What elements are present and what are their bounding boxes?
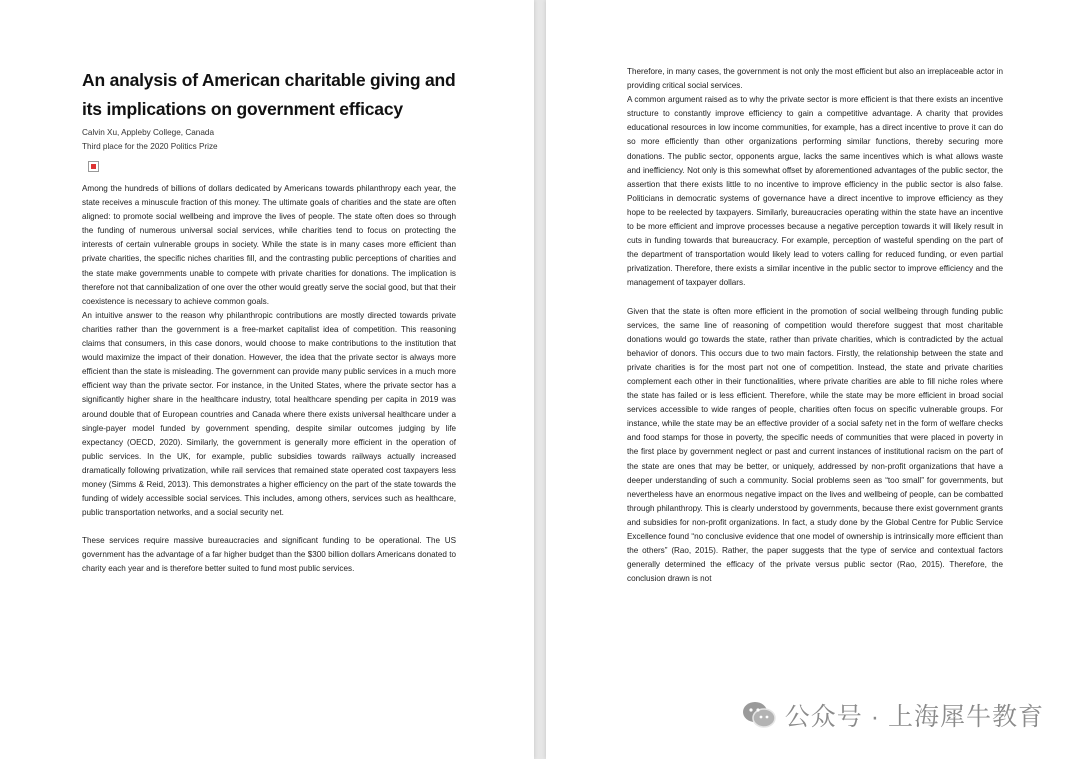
paragraph-gap	[82, 520, 456, 534]
award-line: Third place for the 2020 Politics Prize	[82, 142, 218, 151]
left-page-content	[82, 66, 456, 577]
right-page	[546, 0, 1080, 759]
title-line-1: An analysis of American charitable giving and	[82, 70, 456, 90]
watermark	[741, 697, 1044, 733]
paragraph-irreplaceable: Therefore, in many cases, the government is not only the most efficient but also an irreplaceable actor in providing critical social services.	[627, 67, 1003, 91]
right-page-content	[627, 65, 1003, 586]
watermark-text: 公众号 · 上海犀牛教育	[784, 703, 1044, 731]
paragraph-bureaucracies: These services require massive bureaucracies and significant funding to be operational. The US government has the advantage of a far higher budget than the $300 billion dollars Americans donated to charity each year and is therefore better suited to fund most public services.	[82, 536, 456, 574]
broken-image-icon	[88, 161, 99, 172]
left-page	[0, 0, 534, 759]
paragraph-gap	[627, 291, 1003, 305]
author-line: Calvin Xu, Appleby College, Canada	[82, 128, 214, 137]
title-line-2: its implications on government efficacy	[82, 99, 403, 119]
paragraph-competition: An intuitive answer to the reason why philanthropic contributions are mostly directed towards private charities rather than the government is a free-market capitalist idea of competition. This reasoning claims that consumers, in this case donors, would choose to make contributions to the institution that would maximize the impact of their donation. However, the idea that the private sector is always more efficient than the state is misleading. The government can provide many public services in a much more efficient way than the private sector. For instance, in the United States, where the private sector has a significantly higher share in the healthcare industry, total healthcare spending per capita in 2019 was around double that of European countries and Canada where there exists universal healthcare under a single-payer model funded by government spending, despite similar outcomes judging by life expectancy (OECD, 2020). Similarly, the government is generally more efficient in the operation of public services. In the UK, for example, public subsidies towards railways actually increased dramatically following privatization, while rail services that remained state operated cost taxpayers less money (Simms & Reid, 2013). This demonstrates a higher efficiency on the part of the state towards the funding of widely accessible social services. This includes, among others, services such as healthcare, public transportation networks, and a social security net.	[82, 310, 456, 518]
document-title	[82, 66, 456, 124]
wechat-icon	[741, 700, 777, 730]
paragraph-incentives: A common argument raised as to why the private sector is more efficient is that there exists an incentive structure to constantly improve efficiency to gain a competitive advantage. A charity that provides educational resources in low income communities, for example, has a direct incentive to prove it can do so more efficiently than other organizations performing similar functions, thereby securing more donations. The public sector, opponents argue, lacks the same incentives which is what allows waste and inefficiency. Not only is this somewhat offset by aforementioned advantages of the public sector, the assertion that there exists little to no incentive to improve efficiency in the public sector is also false. Politicians in democratic systems of governance have a direct incentive to improve efficiency as they hope to be reelected by taxpayers. Similarly, bureaucracies operating within the state have an incentive to be more efficient and improve processes because a negative perception towards it will likely result in cuts in funding towards that bureaucracy. For example, perception of wasteful spending on the part of the department of transportation would likely lead to voters calling for reduced funding, or even partial privatization. Therefore, there exists a similar incentive in the public sector to improve efficiency and the management of taxpayer dollars.	[627, 95, 1003, 288]
paragraph-intro: Among the hundreds of billions of dollars dedicated by Americans towards philanthropy each year, the state receives a minuscule fraction of this money. The ultimate goals of charities and the state are often aligned: to promote social wellbeing and improve the lives of people. The state often does so through the funding of numerous universal social services, while charities tend to focus on protecting the interests of certain vulnerable groups in society. While the state is in many cases more efficient than private charities, the specific niches charities fill, and the contrasting public perceptions of charities and the state make governments unable to compete with private charities for donations. The implication is therefore not that cannibalization of one over the other would greatly serve the social good, but that their coexistence is necessary to achieve common goals.	[82, 184, 456, 306]
paragraph-complement: Given that the state is often more efficient in the promotion of social wellbeing through funding public services, the same line of reasoning of competition would therefore suggest that most charitable donations would go towards the state, rather than private charities, which is contradicted by the actual behavior of donors. This occurs due to two main factors. Firstly, the relationship between the state and private charities is for the most part not one of competition. Instead, the state and private charities complement each other in their functionalities, where private charities are able to fill niche roles where the state has failed or is less efficient. Therefore, while the state may be more efficient in broad social services accessible to wide ranges of people, charities often focus on specific vulnerable groups. For instance, while the state may be an effective provider of a social safety net in the form of welfare checks and food stamps for those in poverty, the specific needs of communities that were placed in poverty in the first place by government neglect or past and current instances of institutional racism on the part of the state are ones that may be better, or uniquely, addressed by non-profit organizations that have a deeper understanding of such a community. Social problems seen as “too small” for governments, but nevertheless have an enormous negative impact on the lives and wellbeing of people, can be combatted through philanthropy. This is clearly understood by governments, because there exist government grants and subsidies for non-profit organizations. In fact, a study done by the Global Centre for Public Service Excellence found “no conclusive evidence that one model of ownership is intrinsically more efficient than the others” (Rao, 2015). Rather, the paper suggests that the type of service and contextual factors generally determined the efficacy of the private versus public sector (Rao, 2015). Therefore, the conclusion drawn is not	[627, 306, 1003, 584]
